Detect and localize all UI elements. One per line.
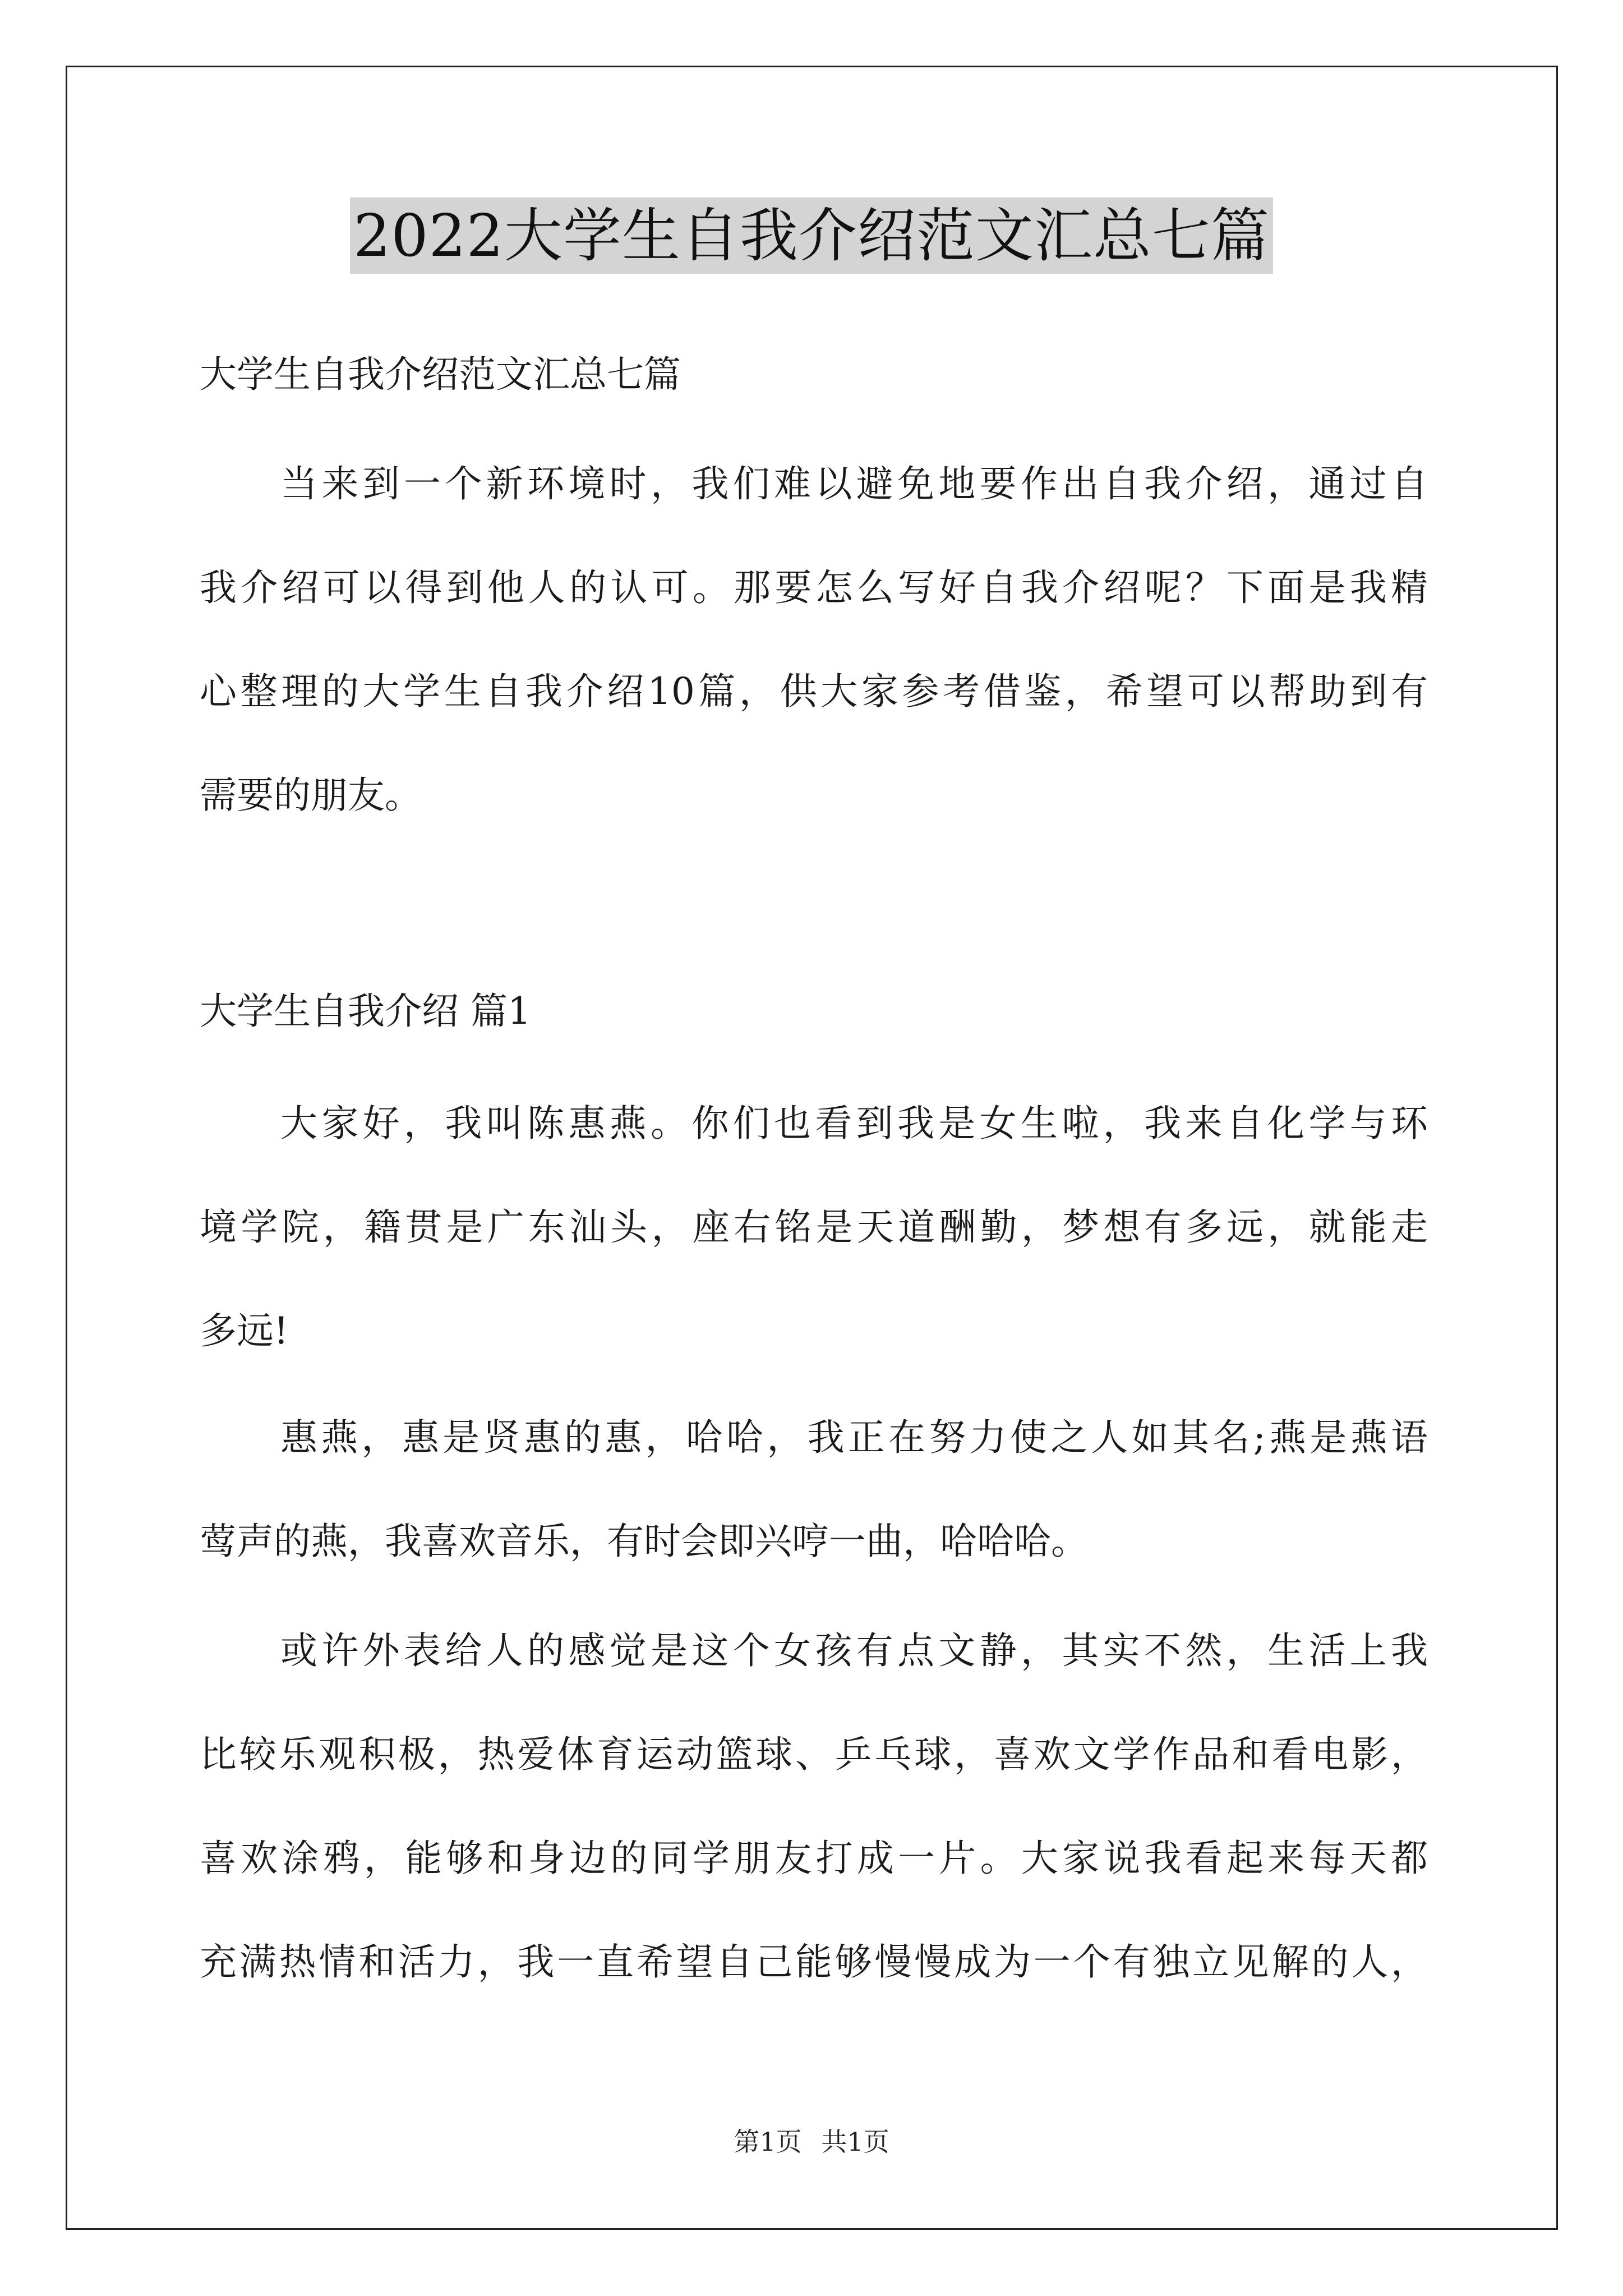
body-line-9: 充满热情和活力，我一直希望自己能够慢慢成为一个有独立见解的人，: [200, 1940, 1428, 1984]
page-number: 第1页: [734, 2127, 802, 2157]
intro-line-2: 我介绍可以得到他人的认可。那要怎么写好自我介绍呢？下面是我精: [200, 566, 1428, 609]
page-footer: [0, 2125, 1623, 2159]
document-title: 2022大学生自我介绍范文汇总七篇: [350, 197, 1273, 274]
section-heading: 大学生自我介绍 篇1: [200, 990, 531, 1033]
body-line-6: 或许外表给人的感觉是这个女孩有点文静，其实不然，生活上我: [280, 1629, 1428, 1672]
title-container: [0, 197, 1623, 274]
body-line-5: 莺声的燕，我喜欢音乐，有时会即兴哼一曲，哈哈哈。: [200, 1520, 1088, 1563]
body-line-3: 多远!: [200, 1309, 289, 1352]
intro-line-1: 当来到一个新环境时，我们难以避免地要作出自我介绍，通过自: [280, 462, 1428, 505]
body-line-1: 大家好，我叫陈惠燕。你们也看到我是女生啦，我来自化学与环: [280, 1102, 1428, 1145]
body-line-2: 境学院，籍贯是广东汕头，座右铭是天道酬勤，梦想有多远，就能走: [200, 1205, 1428, 1249]
body-line-7: 比较乐观积极，热爱体育运动篮球、乒乓球，喜欢文学作品和看电影，: [200, 1733, 1428, 1776]
page-total: 共1页: [821, 2127, 889, 2157]
body-line-8: 喜欢涂鸦，能够和身边的同学朋友打成一片。大家说我看起来每天都: [200, 1837, 1428, 1880]
intro-line-4: 需要的朋友。: [200, 774, 422, 817]
subtitle-line: 大学生自我介绍范文汇总七篇: [200, 353, 681, 396]
body-line-4: 惠燕，惠是贤惠的惠，哈哈，我正在努力使之人如其名;燕是燕语: [280, 1416, 1428, 1459]
intro-line-3: 心整理的大学生自我介绍10篇，供大家参考借鉴，希望可以帮助到有: [200, 670, 1428, 713]
